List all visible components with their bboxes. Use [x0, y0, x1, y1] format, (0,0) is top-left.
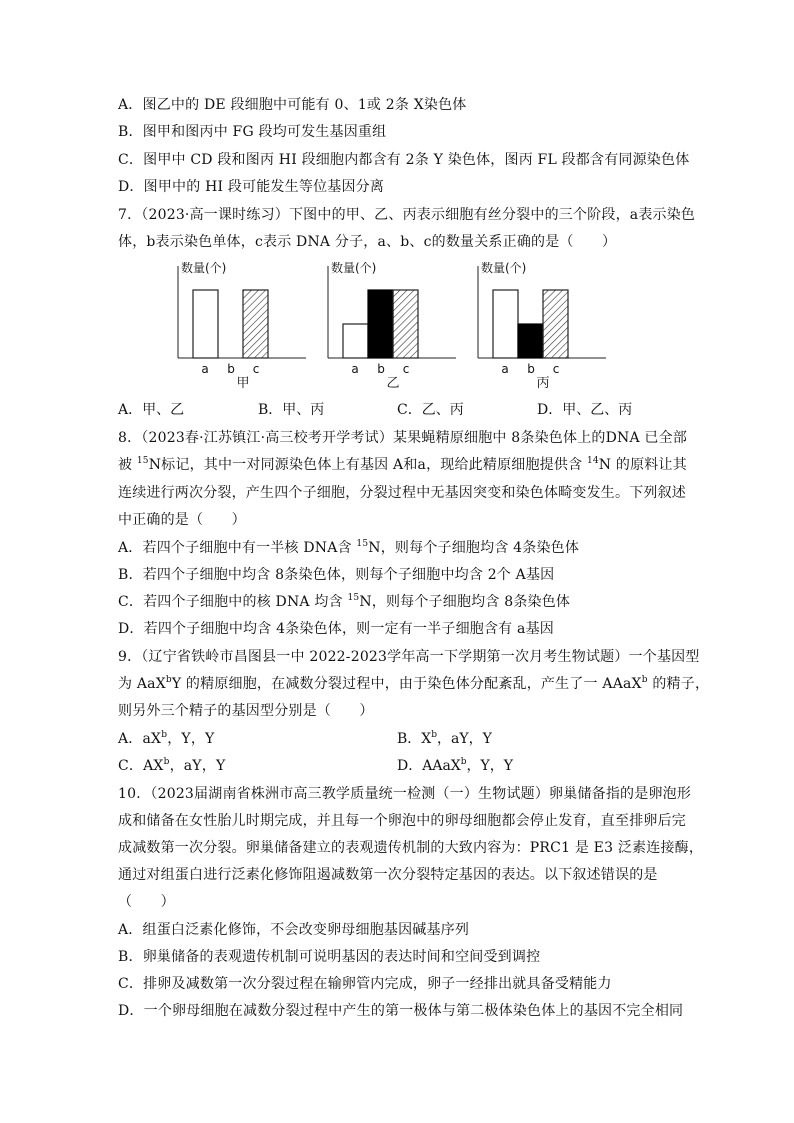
q8-option-d: D．若四个子细胞中均含 4条染色体，则一定有一半子细胞含有 a基因 [118, 621, 554, 637]
tick-label-a: a [501, 362, 509, 376]
q10-option-a: A．组蛋白泛素化修饰，不会改变卵母细胞基因碱基序列 [118, 922, 470, 938]
bar-c [243, 290, 268, 358]
q9-option-d: D．AAaX$^b$，Y，Y [397, 757, 514, 774]
q10-stem-line4: 通过对组蛋白进行泛素化修饰阻遏减数第一次分裂特定基因的表达。以下叙述错误的是 [118, 867, 658, 883]
tick-label-c: c [402, 362, 410, 376]
q8-option-c: C．若四个子细胞中的核 DNA 均含 $^{15}$N，则每个子细胞均含 8条染色体 [118, 593, 571, 610]
tick-label-a: a [351, 362, 359, 376]
isotope-14: 14 [586, 456, 599, 466]
bar-b [368, 290, 393, 358]
tick-label-a: a [201, 362, 209, 376]
q9-option-a: A．$aX^b$，Y，Y [118, 730, 215, 747]
q10-option-c: C．排卵及减数第一次分裂过程在输卵管内完成，卵子一经排出就具备受精能力 [118, 976, 612, 992]
chart-caption: 甲 [236, 376, 250, 391]
tick-label-c: c [552, 362, 560, 376]
q6-option-b: B．图甲和图丙中 FG 段均可发生基因重组 [118, 124, 387, 140]
tick-label-b: b [377, 362, 385, 376]
chart-3 [478, 260, 606, 391]
q10-stem-line3: 成减数第一次分裂。卵巢储备建立的表观遗传机制的大致内容为：PRC1 是 E3 泛素连接酶， [118, 840, 704, 856]
q8-option-a: A．若四个子细胞中有一半核 DNA含 $^{15}$N，则每个子细胞均含 4条染色体 [118, 539, 580, 556]
q8-stem-line3: 连续进行两次分裂，产生四个子细胞，分裂过程中无基因突变和染色体畸变发生。下列叙述 [118, 485, 686, 501]
q10-stem-line5: （ ） [118, 894, 175, 910]
tick-label-c: c [252, 362, 260, 376]
q10-option-b: B．卵巢储备的表观遗传机制可说明基因的表达时间和空间受到调控 [118, 949, 541, 965]
q7-bar-charts [170, 258, 630, 398]
y-axis-label: 数量(个) [331, 261, 377, 275]
q7-option-b: B．甲、丙 [258, 402, 325, 418]
y-axis-label: 数量(个) [181, 261, 227, 275]
y-axis-label: 数量(个) [481, 261, 527, 275]
q9-option-c: C．$AX^b$，aY，Y [118, 757, 226, 774]
q10-stem-line1: 10．（2023届湖南省株洲市高三教学质量统一检测（一）生物试题）卵巢储备指的是卵泡形 [118, 786, 692, 802]
q7-option-d: D．甲、乙、丙 [537, 402, 633, 418]
bar-a [493, 290, 518, 358]
chart-caption: 丙 [536, 376, 550, 391]
q10-option-d: D．一个卵母细胞在减数分裂过程中产生的第一极体与第二极体染色体上的基因不完全相同 [118, 1003, 684, 1019]
q9-stem-line1: 9．（辽宁省铁岭市昌图县一中 2022-2023学年高一下学期第一次月考生物试题）一个基因型 [118, 649, 700, 665]
tick-label-b: b [227, 362, 235, 376]
tick-label-b: b [527, 362, 535, 376]
q6-option-a: A．图乙中的 DE 段细胞中可能有 0、1或 2条 X染色体 [118, 97, 467, 113]
q7-stem-line1: 7．（2023·高一课时练习）下图中的甲、乙、丙表示细胞有丝分裂中的三个阶段，a表示染色 [118, 207, 696, 223]
isotope-15: 15 [136, 456, 149, 466]
q6-option-d: D．图甲中的 HI 段可能发生等位基因分离 [118, 179, 385, 195]
chart-caption: 乙 [386, 376, 400, 391]
q9-stem-line3: 则另外三个精子的基因型分别是（ ） [118, 703, 374, 719]
q9-option-b: B．$X^b$，aY，Y [397, 730, 492, 747]
bar-charts-svg [170, 258, 630, 398]
q6-option-c: C．图甲中 CD 段和图丙 HI 段细胞内都含有 2条 Y 染色体，图丙 FL 段都含有同源染色体 [118, 152, 690, 168]
q8-option-b: B．若四个子细胞中均含 8条染色体，则每个子细胞中均含 2个 A基因 [118, 567, 555, 583]
q7-option-c: C．乙、丙 [397, 402, 464, 418]
bar-a [193, 290, 218, 358]
q8-stem-line4: 中正确的是（ ） [118, 512, 246, 528]
q7-stem-line2: 体，b表示染色单体，c表示 DNA 分子，a、b、c的数量关系正确的是（ ） [118, 234, 617, 250]
q10-stem-line2: 成和储备在女性胎儿时期完成，并且每一个卵泡中的卵母细胞都会停止发育，直至排卵后完 [118, 813, 686, 829]
q7-option-a: A．甲、乙 [118, 402, 185, 418]
q8-stem-line2: 被 $^{15}$N标记，其中一对同源染色体上有基因 A和a，现给此精原细胞提供含 $^{14}$N 的原料让其 [118, 456, 687, 473]
chart-1 [178, 260, 306, 391]
q9-stem-line2: 为 AaX$^b$Y 的精原细胞，在减数分裂过程中，由于染色体分配紊乱，产生了一 AAaX$^b$ 的精子， [118, 675, 710, 692]
q8-stem-line1: 8．（2023春·江苏镇江·高三校考开学考试）某果蝇精原细胞中 8条染色体上的DNA 已全部 [118, 430, 688, 446]
bar-c [543, 290, 568, 358]
chart-2 [328, 260, 456, 391]
bar-a [343, 324, 368, 358]
bar-c [393, 290, 418, 358]
bar-b [518, 324, 543, 358]
